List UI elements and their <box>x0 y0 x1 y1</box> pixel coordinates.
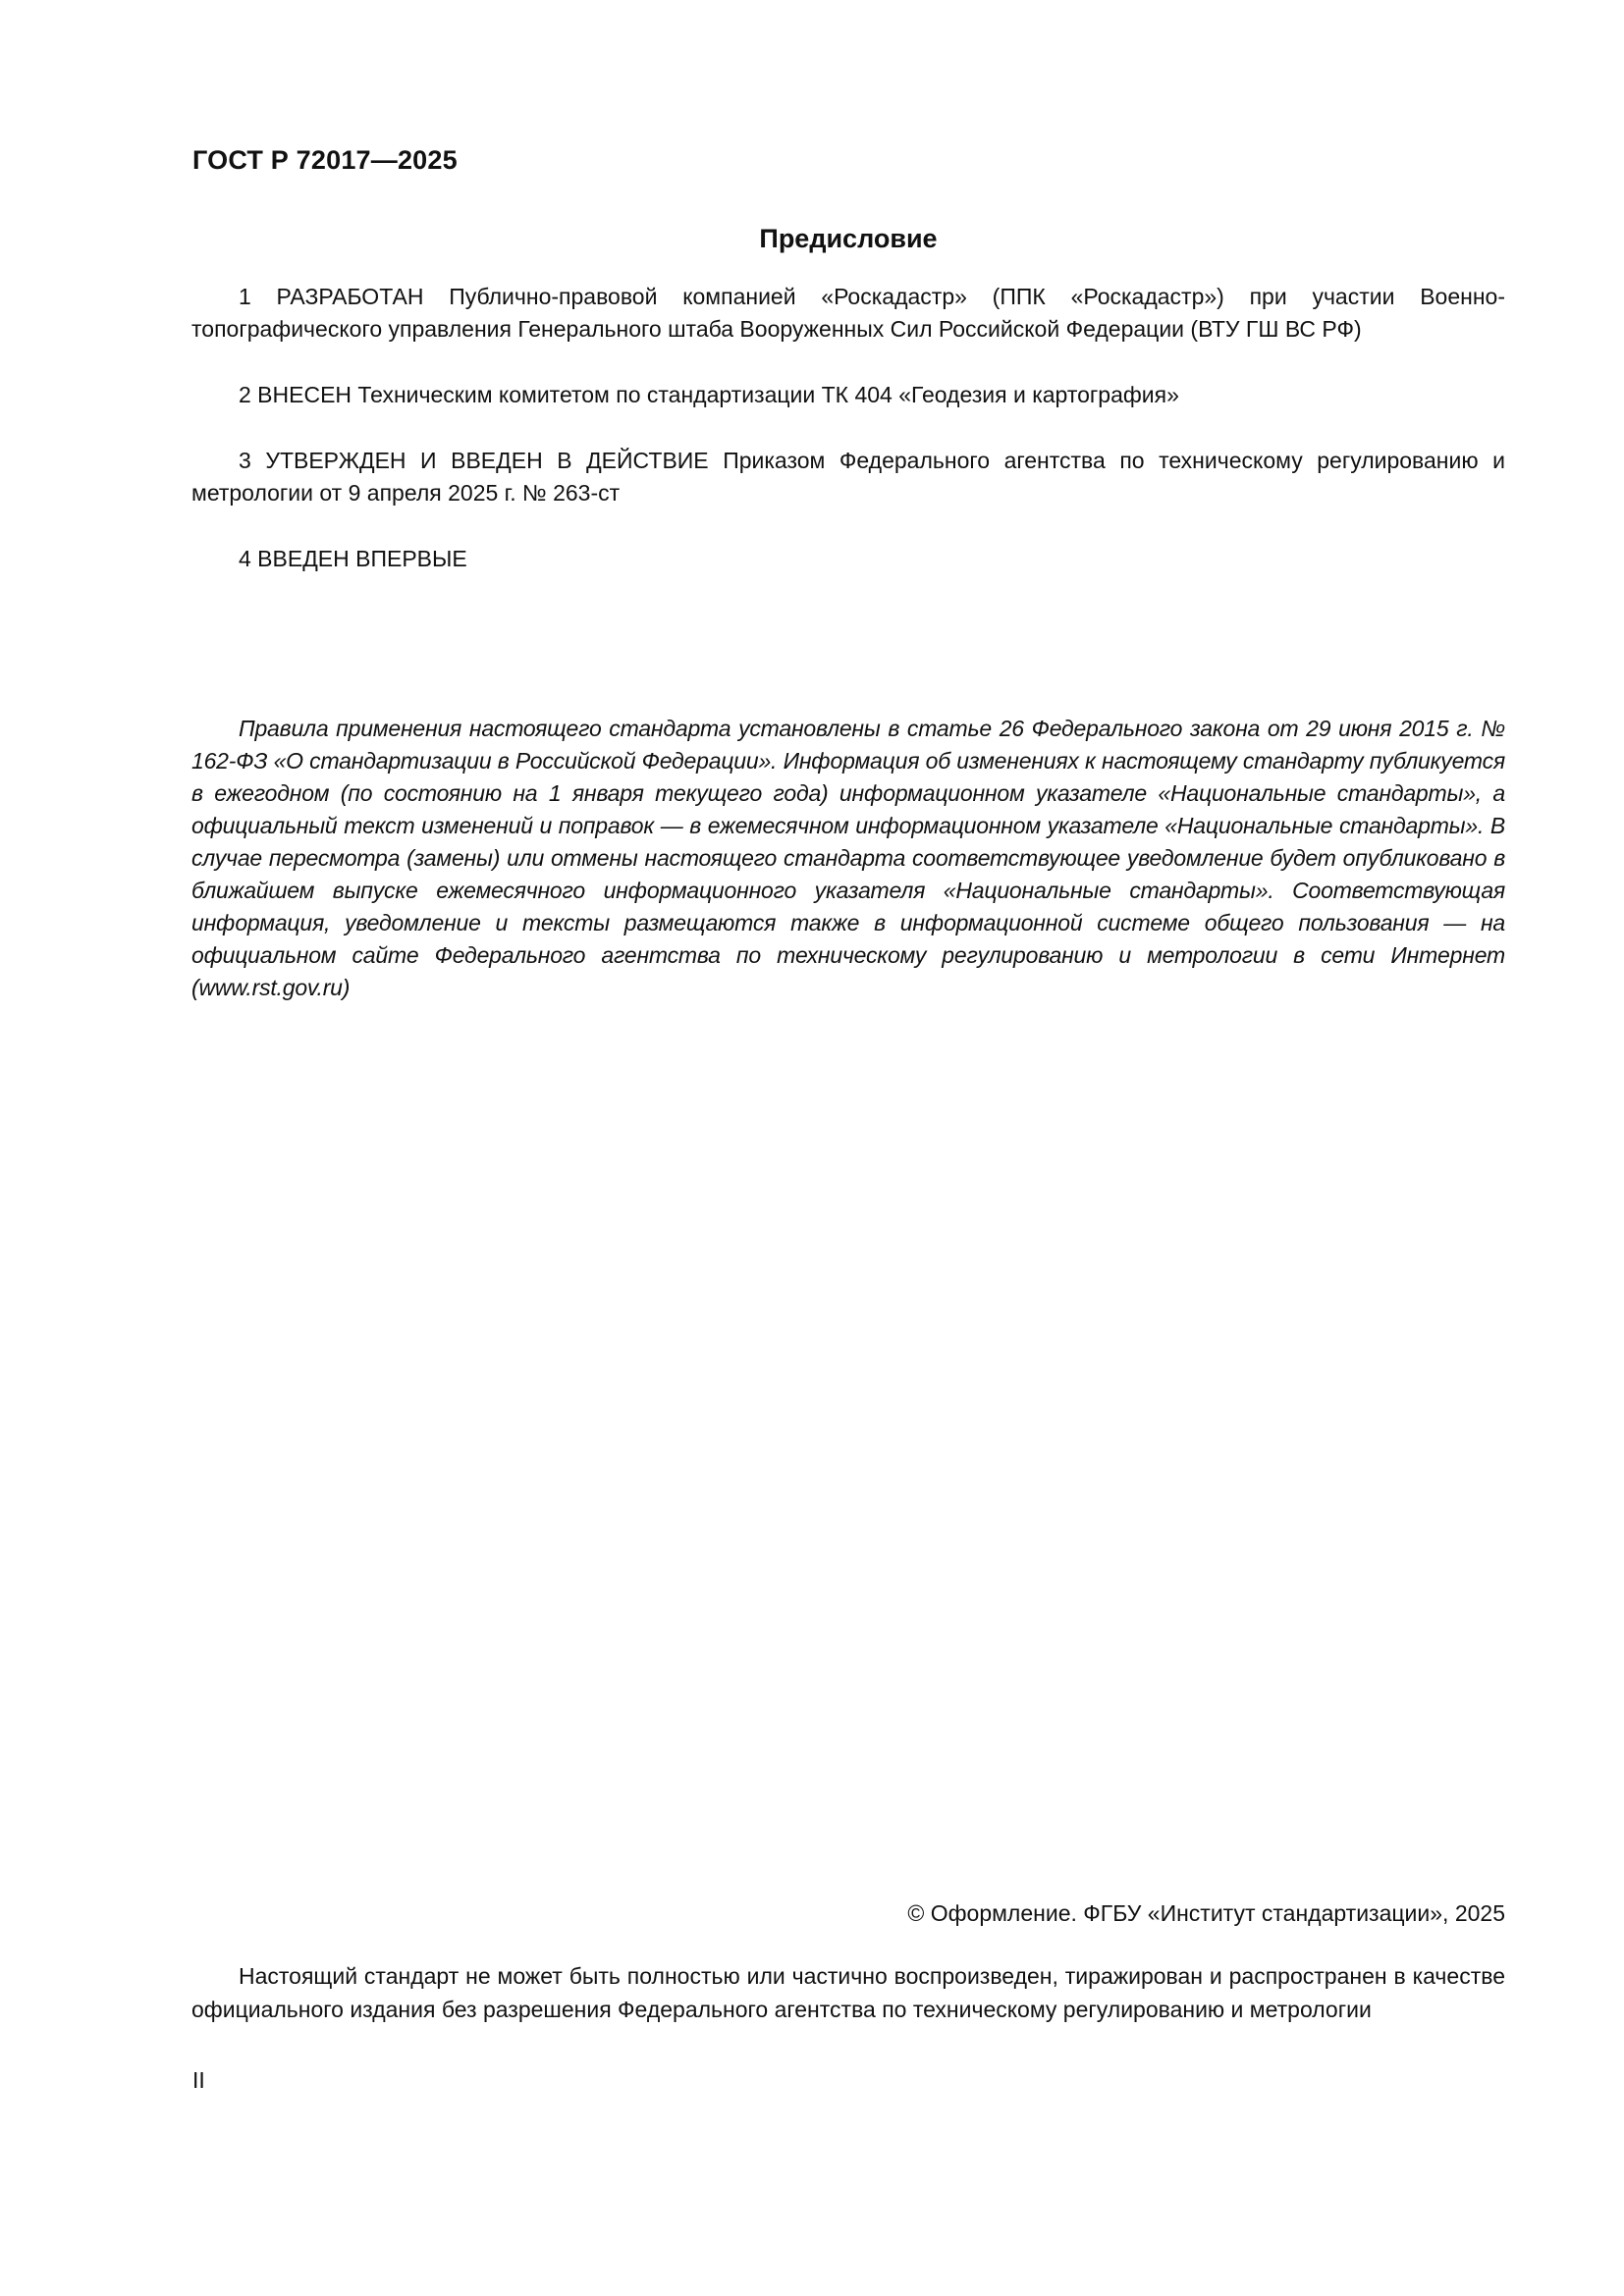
page-number: II <box>192 2067 205 2093</box>
copyright-line: © Оформление. ФГБУ «Институт стандартизации», 2025 <box>907 1900 1505 1926</box>
foreword-item-4: 4 ВВЕДЕН ВПЕРВЫЕ <box>239 546 467 571</box>
foreword-item-2: 2 ВНЕСЕН Техническим комитетом по стандартизации ТК 404 «Геодезия и картография» <box>239 382 1179 407</box>
document-code: ГОСТ Р 72017—2025 <box>192 145 458 175</box>
legal-notice: Правила применения настоящего стандарта установлены в статье 26 Федерального закона от 29 июня 2015 г. № 162-ФЗ «О стандартизации в Российской Федерации». Информация об изменениях к настоящему стандарту публикуется в ежегодном (по состоянию на 1 января текущего года) информационном указателе «Национальные стандарты», а официальный текст изменений и поправок — в ежемесячном информационном указателе «Национальные стандарты». В случае пересмотра (замены) или отмены настоящего стандарта соответствующее уведомление будет опубликовано в ближайшем выпуске ежемесячного информационного указателя «Национальные стандарты». Соответствующая информация, уведомление и тексты размещаются также в информационной системе общего пользования — на официальном сайте Федерального агентства по техническому регулированию и метрологии в сети Интернет (www.rst.gov.ru) <box>191 716 1505 1000</box>
foreword-item-3: 3 УТВЕРЖДЕН И ВВЕДЕН В ДЕЙСТВИЕ Приказом Федерального агентства по техническому регулированию и метрологии от 9 апреля 2025 г. № 263-ст <box>191 448 1505 506</box>
foreword-item-1: 1 РАЗРАБОТАН Публично-правовой компанией «Роскадастр» (ППК «Роскадастр») при участии Военно-топографического управления Генерального штаба Вооруженных Сил Российской Федерации (ВТУ ГШ ВС РФ) <box>191 284 1505 342</box>
page-title: Предисловие <box>759 224 938 253</box>
foreword-section <box>191 281 1505 609</box>
distribution-notice: Настоящий стандарт не может быть полностью или частично воспроизведен, тиражирован и распространен в качестве официального издания без разрешения Федерального агентства по техническому регулированию и метрологии <box>191 1963 1505 2022</box>
